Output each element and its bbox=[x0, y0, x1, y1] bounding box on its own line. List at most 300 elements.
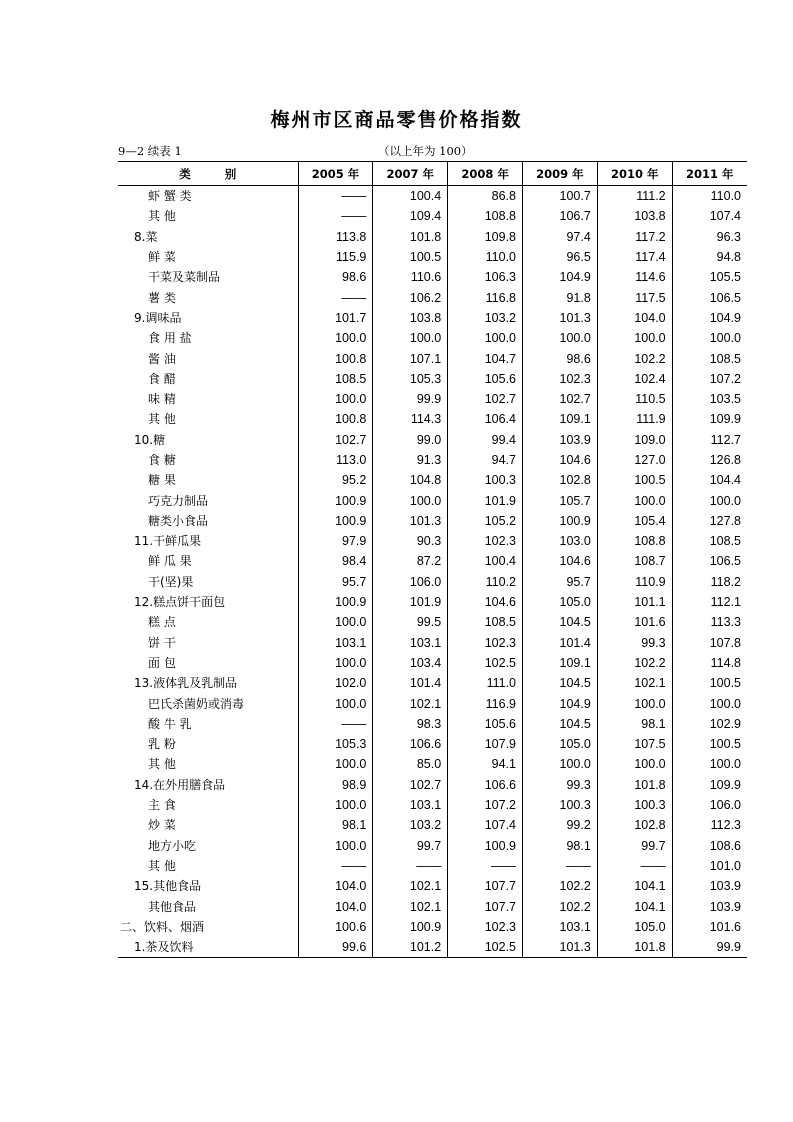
index-value: 101.3 bbox=[373, 511, 448, 531]
index-value: —— bbox=[448, 856, 523, 876]
row-category: 食 醋 bbox=[148, 371, 176, 386]
row-category: 其 他 bbox=[148, 209, 176, 224]
index-value: 105.6 bbox=[448, 714, 523, 734]
row-category: 巧克力制品 bbox=[148, 493, 209, 508]
year-header: 2010 年 bbox=[597, 162, 672, 186]
index-value: 111.9 bbox=[597, 409, 672, 429]
table-row bbox=[118, 734, 747, 754]
index-value: 100.0 bbox=[298, 754, 373, 774]
index-value: 102.7 bbox=[448, 389, 523, 409]
index-value: 103.1 bbox=[523, 917, 598, 937]
table-row bbox=[118, 815, 747, 835]
index-value: 102.8 bbox=[523, 470, 598, 490]
index-value: 108.5 bbox=[448, 612, 523, 632]
index-value: 108.5 bbox=[672, 348, 747, 368]
index-value: 107.9 bbox=[448, 734, 523, 754]
index-value: 99.3 bbox=[597, 633, 672, 653]
index-value: —— bbox=[298, 856, 373, 876]
index-value: 104.8 bbox=[373, 470, 448, 490]
index-value: 108.8 bbox=[597, 531, 672, 551]
index-value: 100.0 bbox=[373, 328, 448, 348]
index-value: 99.9 bbox=[672, 937, 747, 958]
row-category: 10.糖 bbox=[134, 432, 166, 447]
row-category: 乳 粉 bbox=[148, 737, 176, 752]
index-value: 102.5 bbox=[448, 937, 523, 958]
index-value: —— bbox=[523, 856, 598, 876]
table-row bbox=[118, 206, 747, 226]
index-value: 101.3 bbox=[523, 308, 598, 328]
table-row bbox=[118, 795, 747, 815]
index-value: 104.6 bbox=[523, 551, 598, 571]
index-value: 105.0 bbox=[523, 734, 598, 754]
index-value: 103.9 bbox=[523, 430, 598, 450]
table-row bbox=[118, 551, 747, 571]
index-value: 117.4 bbox=[597, 247, 672, 267]
row-category: 其 他 bbox=[148, 858, 176, 873]
index-value: 95.7 bbox=[298, 572, 373, 592]
index-value: 100.0 bbox=[597, 328, 672, 348]
index-value: 100.5 bbox=[373, 247, 448, 267]
index-value: 104.9 bbox=[523, 267, 598, 287]
index-value: 100.0 bbox=[298, 653, 373, 673]
index-value: 100.0 bbox=[298, 836, 373, 856]
index-value: 90.3 bbox=[373, 531, 448, 551]
index-value: 109.1 bbox=[523, 653, 598, 673]
index-value: 114.8 bbox=[672, 653, 747, 673]
index-value: 117.5 bbox=[597, 287, 672, 307]
table-row bbox=[118, 430, 747, 450]
index-value: 98.9 bbox=[298, 775, 373, 795]
index-value: 104.0 bbox=[298, 876, 373, 896]
index-value: 110.9 bbox=[597, 572, 672, 592]
index-value: 100.0 bbox=[672, 328, 747, 348]
index-value: 101.4 bbox=[373, 673, 448, 693]
index-value: 100.4 bbox=[448, 551, 523, 571]
price-index-table bbox=[118, 161, 747, 958]
row-category: 食 糖 bbox=[148, 453, 176, 467]
index-value: 114.3 bbox=[373, 409, 448, 429]
row-category: 干菜及菜制品 bbox=[148, 270, 221, 285]
table-row bbox=[118, 511, 747, 531]
index-value: 98.1 bbox=[298, 815, 373, 835]
index-value: 100.0 bbox=[672, 693, 747, 713]
index-value: 101.3 bbox=[523, 937, 598, 958]
index-value: 103.9 bbox=[672, 876, 747, 896]
index-value: 102.3 bbox=[448, 531, 523, 551]
index-value: 100.9 bbox=[448, 836, 523, 856]
index-value: 85.0 bbox=[373, 754, 448, 774]
index-value: 104.4 bbox=[672, 470, 747, 490]
year-header: 2005 年 bbox=[298, 162, 373, 186]
row-category: 主 食 bbox=[148, 798, 176, 813]
base-year-note: （以上年为 100） bbox=[378, 144, 473, 158]
index-value: 101.1 bbox=[597, 592, 672, 612]
index-value: 112.3 bbox=[672, 815, 747, 835]
index-value: 118.2 bbox=[672, 572, 747, 592]
index-value: 104.6 bbox=[448, 592, 523, 612]
index-value: 102.5 bbox=[448, 653, 523, 673]
index-value: 102.1 bbox=[597, 673, 672, 693]
index-value: 109.0 bbox=[597, 430, 672, 450]
index-value: 97.4 bbox=[523, 227, 598, 247]
row-category: 12.糕点饼干面包 bbox=[134, 595, 226, 610]
index-value: 101.8 bbox=[373, 227, 448, 247]
row-category: 酸 牛 乳 bbox=[148, 716, 192, 731]
table-row bbox=[118, 348, 747, 368]
index-value: 104.9 bbox=[672, 308, 747, 328]
index-value: 99.9 bbox=[373, 389, 448, 409]
row-category: 13.液体乳及乳制品 bbox=[134, 676, 238, 691]
index-value: 107.4 bbox=[672, 206, 747, 226]
index-value: 102.1 bbox=[373, 896, 448, 916]
row-category: 味 精 bbox=[148, 392, 176, 407]
index-value: 100.7 bbox=[523, 186, 598, 207]
index-value: 102.7 bbox=[523, 389, 598, 409]
index-value: 101.0 bbox=[672, 856, 747, 876]
index-value: 98.4 bbox=[298, 551, 373, 571]
index-value: 106.0 bbox=[373, 572, 448, 592]
year-header: 2011 年 bbox=[672, 162, 747, 186]
index-value: —— bbox=[298, 287, 373, 307]
index-value: 104.0 bbox=[298, 896, 373, 916]
index-value: 108.5 bbox=[298, 369, 373, 389]
index-value: 100.0 bbox=[373, 490, 448, 510]
index-value: 101.8 bbox=[597, 775, 672, 795]
table-row bbox=[118, 247, 747, 267]
index-value: 101.6 bbox=[672, 917, 747, 937]
index-value: 102.7 bbox=[373, 775, 448, 795]
index-value: 106.6 bbox=[448, 775, 523, 795]
index-value: 98.6 bbox=[523, 348, 598, 368]
index-value: 99.6 bbox=[298, 937, 373, 958]
index-value: 98.3 bbox=[373, 714, 448, 734]
table-row bbox=[118, 369, 747, 389]
row-category: 其他食品 bbox=[148, 899, 197, 914]
table-body bbox=[118, 186, 747, 958]
index-value: 102.3 bbox=[448, 633, 523, 653]
index-value: 100.9 bbox=[298, 592, 373, 612]
table-row bbox=[118, 186, 747, 207]
index-value: 104.6 bbox=[523, 450, 598, 470]
row-category: 炒 菜 bbox=[148, 818, 176, 833]
index-value: 101.9 bbox=[448, 490, 523, 510]
row-category: 15.其他食品 bbox=[134, 879, 202, 894]
row-category: 薯 类 bbox=[148, 290, 176, 305]
table-number: 9—2 续表 1 bbox=[118, 144, 182, 158]
index-value: 113.3 bbox=[672, 612, 747, 632]
index-value: 94.7 bbox=[448, 450, 523, 470]
table-row bbox=[118, 328, 747, 348]
table-row bbox=[118, 653, 747, 673]
index-value: 127.0 bbox=[597, 450, 672, 470]
index-value: 111.2 bbox=[597, 186, 672, 207]
index-value: 108.5 bbox=[672, 531, 747, 551]
index-value: 100.5 bbox=[672, 673, 747, 693]
index-value: 102.4 bbox=[597, 369, 672, 389]
index-value: 105.0 bbox=[523, 592, 598, 612]
table-row bbox=[118, 450, 747, 470]
year-header: 2008 年 bbox=[448, 162, 523, 186]
index-value: 110.0 bbox=[448, 247, 523, 267]
index-value: 100.5 bbox=[672, 734, 747, 754]
index-value: 100.0 bbox=[672, 490, 747, 510]
index-value: 101.8 bbox=[597, 937, 672, 958]
index-value: 103.8 bbox=[597, 206, 672, 226]
index-value: 102.7 bbox=[298, 430, 373, 450]
row-category: 虾 蟹 类 bbox=[148, 189, 192, 204]
index-value: 110.5 bbox=[597, 389, 672, 409]
index-value: 106.5 bbox=[672, 287, 747, 307]
index-value: 104.0 bbox=[597, 308, 672, 328]
index-value: 96.5 bbox=[523, 247, 598, 267]
index-value: —— bbox=[373, 856, 448, 876]
index-value: 117.2 bbox=[597, 227, 672, 247]
index-value: 103.4 bbox=[373, 653, 448, 673]
index-value: 100.0 bbox=[298, 795, 373, 815]
index-value: 100.8 bbox=[298, 348, 373, 368]
table-row bbox=[118, 572, 747, 592]
index-value: 103.0 bbox=[523, 531, 598, 551]
index-value: 103.8 bbox=[373, 308, 448, 328]
row-category: 14.在外用膳食品 bbox=[134, 777, 226, 792]
index-value: 86.8 bbox=[448, 186, 523, 207]
row-category: 巴氏杀菌奶或消毒 bbox=[148, 696, 245, 711]
index-value: 107.7 bbox=[448, 876, 523, 896]
index-value: 109.9 bbox=[672, 775, 747, 795]
table-row bbox=[118, 490, 747, 510]
index-value: 106.4 bbox=[448, 409, 523, 429]
row-category: 9.调味品 bbox=[134, 310, 182, 325]
index-value: 94.8 bbox=[672, 247, 747, 267]
table-row bbox=[118, 775, 747, 795]
index-value: 101.4 bbox=[523, 633, 598, 653]
index-value: 99.3 bbox=[523, 775, 598, 795]
index-value: 109.8 bbox=[448, 227, 523, 247]
index-value: —— bbox=[298, 206, 373, 226]
index-value: 102.8 bbox=[597, 815, 672, 835]
index-value: 109.9 bbox=[672, 409, 747, 429]
index-value: 108.7 bbox=[597, 551, 672, 571]
table-row bbox=[118, 267, 747, 287]
index-value: 107.2 bbox=[672, 369, 747, 389]
index-value: 100.9 bbox=[523, 511, 598, 531]
row-category: 面 包 bbox=[148, 655, 176, 670]
index-value: 106.5 bbox=[672, 551, 747, 571]
table-row bbox=[118, 287, 747, 307]
index-value: 102.2 bbox=[523, 876, 598, 896]
row-category: 干(坚)果 bbox=[148, 574, 194, 589]
index-value: 112.1 bbox=[672, 592, 747, 612]
row-category: 二、饮料、烟酒 bbox=[120, 919, 205, 934]
index-value: 91.8 bbox=[523, 287, 598, 307]
index-value: 106.0 bbox=[672, 795, 747, 815]
index-value: 102.3 bbox=[523, 369, 598, 389]
index-value: 100.0 bbox=[523, 328, 598, 348]
index-value: 100.0 bbox=[523, 754, 598, 774]
index-value: 105.3 bbox=[298, 734, 373, 754]
index-value: 99.7 bbox=[597, 836, 672, 856]
index-value: 107.4 bbox=[448, 815, 523, 835]
index-value: 114.6 bbox=[597, 267, 672, 287]
index-value: 107.1 bbox=[373, 348, 448, 368]
index-value: 100.3 bbox=[597, 795, 672, 815]
row-category: 糖 果 bbox=[148, 473, 176, 488]
index-value: 98.1 bbox=[523, 836, 598, 856]
index-value: 100.0 bbox=[597, 693, 672, 713]
index-value: 113.8 bbox=[298, 227, 373, 247]
table-row bbox=[118, 937, 747, 958]
index-value: 100.0 bbox=[448, 328, 523, 348]
row-category: 鲜 瓜 果 bbox=[148, 554, 192, 569]
index-value: 102.0 bbox=[298, 673, 373, 693]
index-value: 116.9 bbox=[448, 693, 523, 713]
page-title: 梅州市区商品零售价格指数 bbox=[270, 109, 523, 131]
index-value: 100.6 bbox=[298, 917, 373, 937]
index-value: 104.5 bbox=[523, 714, 598, 734]
table-row bbox=[118, 633, 747, 653]
index-value: 101.7 bbox=[298, 308, 373, 328]
index-value: 87.2 bbox=[373, 551, 448, 571]
index-value: 103.1 bbox=[373, 795, 448, 815]
index-value: 103.1 bbox=[373, 633, 448, 653]
index-value: 107.7 bbox=[448, 896, 523, 916]
index-value: 104.9 bbox=[523, 693, 598, 713]
index-value: 100.9 bbox=[298, 511, 373, 531]
row-category: 酱 油 bbox=[148, 351, 176, 366]
index-value: 101.6 bbox=[597, 612, 672, 632]
index-value: 91.3 bbox=[373, 450, 448, 470]
index-value: 100.0 bbox=[298, 693, 373, 713]
row-category: 糖类小食品 bbox=[148, 513, 209, 528]
index-value: 113.0 bbox=[298, 450, 373, 470]
index-value: 95.2 bbox=[298, 470, 373, 490]
table-row bbox=[118, 876, 747, 896]
index-value: 99.4 bbox=[448, 430, 523, 450]
table-row bbox=[118, 714, 747, 734]
index-value: 100.3 bbox=[523, 795, 598, 815]
index-value: 102.2 bbox=[523, 896, 598, 916]
index-value: 105.4 bbox=[597, 511, 672, 531]
index-value: 100.0 bbox=[298, 612, 373, 632]
index-value: 105.2 bbox=[448, 511, 523, 531]
index-value: 99.0 bbox=[373, 430, 448, 450]
row-category: 其 他 bbox=[148, 412, 176, 427]
index-value: 99.5 bbox=[373, 612, 448, 632]
index-value: 102.1 bbox=[373, 876, 448, 896]
index-value: 100.9 bbox=[298, 490, 373, 510]
table-row bbox=[118, 531, 747, 551]
index-value: 107.8 bbox=[672, 633, 747, 653]
index-value: 105.6 bbox=[448, 369, 523, 389]
index-value: 99.7 bbox=[373, 836, 448, 856]
table-row bbox=[118, 227, 747, 247]
index-value: 110.2 bbox=[448, 572, 523, 592]
index-value: 112.7 bbox=[672, 430, 747, 450]
index-value: 107.2 bbox=[448, 795, 523, 815]
row-category: 8.菜 bbox=[134, 229, 158, 244]
index-value: 104.1 bbox=[597, 896, 672, 916]
year-header: 2009 年 bbox=[523, 162, 598, 186]
index-value: 116.8 bbox=[448, 287, 523, 307]
index-value: 103.2 bbox=[448, 308, 523, 328]
table-row bbox=[118, 592, 747, 612]
index-value: 105.7 bbox=[523, 490, 598, 510]
header-row bbox=[118, 162, 747, 186]
table-row bbox=[118, 917, 747, 937]
index-value: 126.8 bbox=[672, 450, 747, 470]
index-value: 109.1 bbox=[523, 409, 598, 429]
row-category: 11.干鲜瓜果 bbox=[134, 534, 202, 549]
table-row bbox=[118, 856, 747, 876]
table-row bbox=[118, 896, 747, 916]
category-header: 类别 bbox=[118, 162, 298, 186]
index-value: 100.0 bbox=[672, 754, 747, 774]
row-category: 鲜 菜 bbox=[148, 250, 176, 265]
index-value: 105.0 bbox=[597, 917, 672, 937]
index-value: 115.9 bbox=[298, 247, 373, 267]
table-row bbox=[118, 409, 747, 429]
index-value: 98.1 bbox=[597, 714, 672, 734]
index-value: 104.5 bbox=[523, 612, 598, 632]
index-value: 108.8 bbox=[448, 206, 523, 226]
index-value: 103.9 bbox=[672, 896, 747, 916]
table-row bbox=[118, 836, 747, 856]
index-value: 104.5 bbox=[523, 673, 598, 693]
index-value: 106.3 bbox=[448, 267, 523, 287]
index-value: 107.5 bbox=[597, 734, 672, 754]
index-value: 102.1 bbox=[373, 693, 448, 713]
index-value: 103.5 bbox=[672, 389, 747, 409]
row-category: 其 他 bbox=[148, 757, 176, 772]
index-value: 100.9 bbox=[373, 917, 448, 937]
index-value: 100.0 bbox=[597, 490, 672, 510]
row-category: 1.茶及饮料 bbox=[118, 937, 298, 958]
index-value: 106.6 bbox=[373, 734, 448, 754]
index-value: 110.6 bbox=[373, 267, 448, 287]
index-value: 102.2 bbox=[597, 653, 672, 673]
index-value: 98.6 bbox=[298, 267, 373, 287]
index-value: 110.0 bbox=[672, 186, 747, 207]
index-value: —— bbox=[298, 714, 373, 734]
index-value: 101.2 bbox=[373, 937, 448, 958]
index-value: 104.1 bbox=[597, 876, 672, 896]
index-value: 100.3 bbox=[448, 470, 523, 490]
index-value: 99.2 bbox=[523, 815, 598, 835]
index-value: 111.0 bbox=[448, 673, 523, 693]
index-value: 109.4 bbox=[373, 206, 448, 226]
table-row bbox=[118, 612, 747, 632]
index-value: 100.0 bbox=[597, 754, 672, 774]
index-value: 101.9 bbox=[373, 592, 448, 612]
index-value: 100.5 bbox=[597, 470, 672, 490]
index-value: 105.3 bbox=[373, 369, 448, 389]
index-value: 103.2 bbox=[373, 815, 448, 835]
table-row bbox=[118, 389, 747, 409]
index-value: 108.6 bbox=[672, 836, 747, 856]
index-value: 105.5 bbox=[672, 267, 747, 287]
table-row bbox=[118, 673, 747, 693]
index-value: 100.8 bbox=[298, 409, 373, 429]
index-value: 103.1 bbox=[298, 633, 373, 653]
index-value: 127.8 bbox=[672, 511, 747, 531]
index-value: —— bbox=[298, 186, 373, 207]
year-header: 2007 年 bbox=[373, 162, 448, 186]
index-value: 102.3 bbox=[448, 917, 523, 937]
index-value: —— bbox=[597, 856, 672, 876]
row-category: 食 用 盐 bbox=[148, 331, 192, 346]
index-value: 106.7 bbox=[523, 206, 598, 226]
index-value: 96.3 bbox=[672, 227, 747, 247]
